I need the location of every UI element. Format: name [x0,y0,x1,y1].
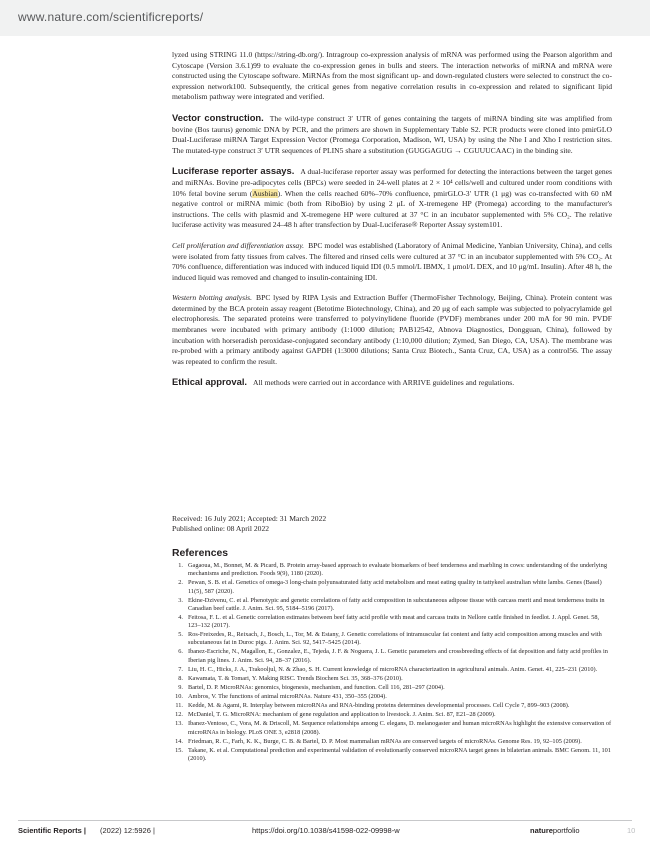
reference-number: 5. [178,631,183,639]
reference-list [172,562,612,763]
references-title: References [172,548,229,559]
western-blot-text: BPC lysed by RIPA Lysis and Extraction Buffer (ThermoFisher Technology, Beijing, China). Protein content was determined by the BCA protein assay reagent (Betotime Biotechnology, China), and 20 μg of each sample was subjected to polyacrylamide gel electrophoresis. The separated proteins were transferred to polyvinylidene fluoride (PVDF) membranes under 200 mA for 90 min. PVDF membranes were incubated with primary antibody (1:1000 dilution; PAB12542, Abnova Diagnostics, Dongguan, China), followed by incubation with horseradish peroxidase-conjugated secondary antibody (1:10,000 dilution; Zymed, San Diego, CA, USA). The membrane was re-probed with a primary antibody against GAPDH (1:3000 dilutions; Santa Cruz Biotech., Santa Cruz, CA, USA) as a control56. The assay was repeated to confirm the result. [172,293,613,366]
reference-number: 7. [178,665,183,673]
reference-number: 8. [178,674,183,682]
received-accepted: Received: 16 July 2021; Accepted: 31 March 2022 [172,514,327,523]
luciferase-text-b: ). When the cells reached 60%–70% confluence, pmirGLO-3′ UTR (1 μg) was co-transfected with 60 nM negative control or miRNA mimic (both from RiboBio) by using 2 μL of X-tremegene HP (Promega) according to the manufacturer's instructions. The cells with plasmid and X-tremegene HP were cultured at 37 °C in an incubator supplemented with 5% CO₂. The relative luciferase activity was measured 24–48 h after transfection by Dual-Luciferase® Reporter Assay system101. [172,188,612,230]
reference-item [172,711,612,719]
reference-item [172,693,612,701]
reference-item [172,648,612,664]
paragraph-ethical [172,377,612,389]
reference-text: Bartel, D. P. MicroRNAs: genomics, biogenesis, mechanism, and function. Cell 116, 281–297 (2004). [188,683,445,691]
reference-text: Gagaoua, M., Bonnet, M. & Picard, B. Protein array-based approach to evaluate biomarkers of beef tenderness and marbling in cows: understanding of the underlying mechanisms and prediction. Foods 9(9), 1180 (2020). [188,562,607,578]
reference-number: 6. [178,648,183,656]
reference-item [172,747,612,763]
reference-number: 12. [175,711,183,719]
reference-item [172,675,612,683]
reference-item [172,579,612,595]
methods-body [172,50,612,399]
reference-number: 3. [178,596,183,604]
reference-item [172,614,612,630]
paragraph-vector-construction [172,113,612,156]
reference-number: 10. [175,693,183,701]
reference-number: 11. [175,702,183,710]
reference-number: 4. [178,613,183,621]
reference-text: Kedde, M. & Agami, R. Interplay between microRNAs and RNA-binding proteins determines developmental processes. Cell Cycle 7, 899–903 (2008). [188,702,570,710]
paragraph-proliferation [172,241,612,283]
reference-item [172,684,612,692]
vector-construction-heading: Vector construction. [172,111,264,123]
references-section [172,548,612,764]
reference-text: Pewan, S. B. et al. Genetics of omega-3 long-chain polyunsaturated fatty acid metabolism and meat eating quality in tattykeel australian white lambs. Genes (Basel) 11(5), 587 (2020). [188,579,602,595]
reference-item [172,720,612,736]
reference-text: Ros-Freixedes, R., Reixach, J., Bosch, L., Tor, M. & Estany, J. Genetic correlations of intramuscular fat content and fatty acid composition among muscles and with subcutaneous fat in Duroc pigs. J. Anim. Sci. 92, 5417–5425 (2014). [188,631,602,647]
reference-text: Feitosa, F. L. et al. Genetic correlation estimates between beef fatty acid profile with meat and carcass traits in Nellore cattle finished in feedlot. J. Appl. Genet. 58, 123–132 (2017). [188,613,600,630]
footer-citation: (2022) 12:5926 | [100,826,155,835]
reference-item [172,702,612,710]
reference-item [172,562,612,578]
brand-rest: portfolio [552,826,580,835]
footer-divider [18,820,632,821]
proliferation-heading: Cell proliferation and differentiation assay. [172,240,305,250]
reference-item [172,738,612,746]
reference-text: Ibanez-Escriche, N., Magallon, E., Gonzalez, E., Tejeda, J. F. & Noguera, J. L. Genetic parameters and crossbreeding effects of fat deposition and fatty acid profiles in Iberian pig lines. J. Anim. Sci. 94, 28–37 (2016). [188,648,608,664]
reference-text: Ibanez-Ventoso, C., Vora, M. & Driscoll, M. Sequence relationships among C. elegans, D. melanogaster and human microRNAs highlight the extensive conservation of microRNAs in biology. PLoS ONE 3, e2818 (2008). [188,720,612,736]
reference-text: Takane, K. et al. Computational prediction and experimental validation of evolutionarily conserved microRNA target genes in bilaterian animals. BMC Genom. 11, 101 (2010). [188,746,611,762]
proliferation-text: BPC model was established (Laboratory of Animal Medicine, Yanbian University, China), and cells were isolated from fatty tissues from calves. The filtered and rinsed cells were cultured at 37 °C in an incubator supplemented with 5% CO₂. At 70% confluence, differentiation was induced with induced liquid IDI (0.5 mmol/L IBMX, 1 μmol/L DEX, and 10 μg/mL Insulin). After 48 h, the induced liquid was removed and changed to insulin-containing IDI. [172,240,612,282]
vector-construction-text: The wild-type construct 3′ UTR of genes containing the targets of miRNA binding site was amplified from bovine (Bos taurus) genomic DNA by PCR, and the primers are shown in Supplementary Table S2. PCR products were cloned into pmirGLO Dual-Luciferase miRNA Target Expression Vector (Promega Corporation, Madison, WI, USA) by using the Nhe I and Xho I restriction sites. The mutated-type construct 3′ UTR sequences of PLIN5 share a substitution (GUGGAGUG → CGUUUCAAC) in the binding site. [172,113,612,155]
top-bar [0,0,650,36]
paragraph-string-analysis: lyzed using STRING 11.0 (https://string-db.org/). Intragroup co-expression analysis of mRNA was performed using the Pearson algorithm and Cytoscape (Version 3.6.1)99 to evaluate the co-expression genes in bulls and steers. The interaction networks of miRNA and mRNA were constructed using the Cytoscape software. MiRNAs from the most significant up- and down-regulated clusters were selected to construct the co-expression network100. Subsequently, the critical genes from negative correlation results in co-expression and related to significant lipid metabolism pathway were integrated and verified. [172,50,612,102]
reference-number: 15. [175,746,183,754]
publication-dates [172,514,612,535]
reference-number: 1. [178,562,183,569]
footer-doi-link[interactable]: https://doi.org/10.1038/s41598-022-09998-w [252,826,400,835]
reference-number: 2. [178,579,183,587]
page-number: 10 [627,826,636,835]
reference-text: Ekine-Dzivenu, C. et al. Phenotypic and genetic correlations of fatty acid composition in subcutaneous adipose tissue with carcass merit and meat tenderness traits in Canadian beef cattle. J. Anim. Sci. 95, 5184–5196 (2017). [188,596,605,612]
brand-bold: nature [530,826,553,835]
reference-text: Kawamata, T. & Tomari, Y. Making RISC. Trends Biochem Sci. 35, 368–376 (2010). [188,674,403,682]
western-blot-heading: Western blotting analysis. [172,293,253,303]
reference-text: Ambros, V. The functions of animal microRNAs. Nature 431, 350–355 (2004). [188,693,387,701]
reference-number: 14. [175,737,183,745]
nature-portfolio-logo [530,826,580,835]
reference-item [172,597,612,613]
site-url[interactable]: www.nature.com/scientificreports/ [18,10,204,24]
reference-text: Friedman, R. C., Farh, K. K., Burge, C. B. & Bartel, D. P. Most mammalian mRNAs are conserved targets of microRNAs. Genome Res. 19, 92–105 (2009). [188,737,582,745]
reference-number: 9. [178,683,183,691]
luciferase-text-a: A dual-luciferase reporter assay was performed for detecting the interactions between the target genes and miRNAs. Bovine pre-adipocytes cells (BPCs) were seeded in 24-well plates at 2 × 10⁴ cells/well and cultured under room conditions with 10% fetal bovine serum ( [172,167,612,198]
ethical-heading: Ethical approval. [172,376,248,388]
paragraph-western-blot [172,293,612,367]
paragraph-luciferase [172,166,612,231]
published-online: Published online: 08 April 2022 [172,524,270,534]
reference-text: McDaniel, T. G. MicroRNA: mechanism of gene regulation and application to livestock. J. Anim. Sci. 87, E21–28 (2009). [188,711,496,719]
footer-journal: Scientific Reports | [18,826,86,835]
luciferase-heading: Luciferase reporter assays. [172,165,295,177]
reference-item [172,666,612,674]
reference-number: 13. [175,720,183,728]
ethical-text: All methods were carried out in accordance with ARRIVE guidelines and regulations. [253,378,515,388]
highlighted-word: Ausbian [252,188,278,198]
reference-text: Liu, H. C., Hicks, J. A., Trakooljul, N. & Zhao, S. H. Current knowledge of microRNA characterization in agricultural animals. Anim. Genet. 41, 225–231 (2010). [188,665,598,673]
reference-item [172,631,612,647]
